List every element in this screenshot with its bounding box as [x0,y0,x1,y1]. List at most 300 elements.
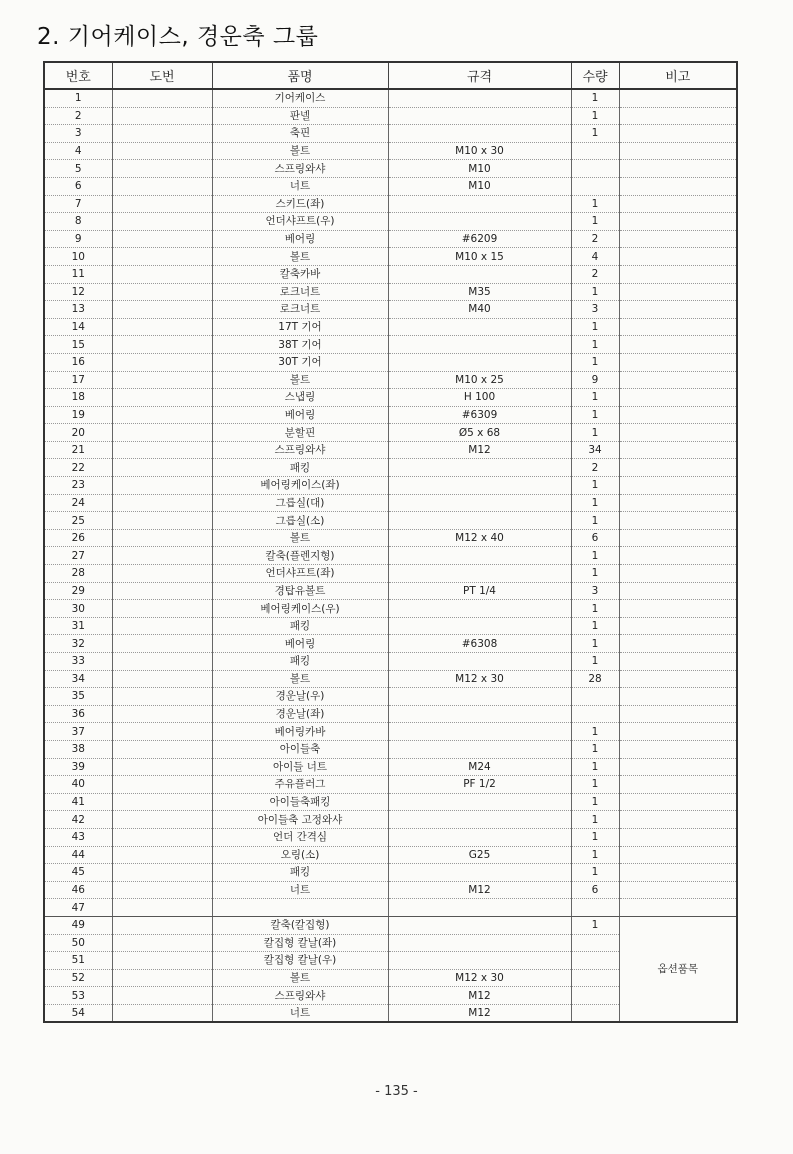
cell-part-name: 언더샤프트(좌) [212,565,388,583]
cell-remarks [619,353,737,371]
cell-number: 25 [44,512,112,530]
cell-quantity: 1 [571,916,619,934]
cell-quantity [571,934,619,952]
cell-part-name: 스키드(좌) [212,195,388,213]
cell-remarks [619,213,737,231]
table-row [44,758,737,776]
cell-quantity: 1 [571,740,619,758]
cell-number: 23 [44,477,112,495]
cell-remarks [619,406,737,424]
cell-spec: M12 x 30 [388,969,571,987]
cell-quantity [571,688,619,706]
cell-part-name: 볼트 [212,371,388,389]
cell-drawing-no [112,952,212,970]
cell-drawing-no [112,740,212,758]
cell-spec: #6309 [388,406,571,424]
cell-remarks [619,477,737,495]
cell-part-name: 아이들축 고정와샤 [212,811,388,829]
cell-number: 41 [44,793,112,811]
cell-remarks [619,142,737,160]
cell-part-name: 패킹 [212,653,388,671]
cell-remarks [619,793,737,811]
cell-part-name: 스프링와샤 [212,160,388,178]
cell-part-name: 30T 기어 [212,353,388,371]
cell-part-name: 칼집형 칼날(좌) [212,934,388,952]
table-row [44,424,737,442]
cell-quantity: 34 [571,441,619,459]
table-row [44,740,737,758]
cell-quantity: 1 [571,811,619,829]
cell-part-name: 38T 기어 [212,336,388,354]
cell-drawing-no [112,248,212,266]
table-row [44,125,737,143]
cell-number: 13 [44,301,112,319]
cell-quantity: 28 [571,670,619,688]
col-header-part-name: 품명 [212,62,388,89]
option-remark: 옵션품목 [619,916,737,1022]
cell-spec [388,934,571,952]
cell-quantity [571,177,619,195]
cell-drawing-no [112,723,212,741]
table-row [44,512,737,530]
cell-spec [388,336,571,354]
cell-number: 30 [44,600,112,618]
cell-number: 19 [44,406,112,424]
cell-part-name: 로크너트 [212,301,388,319]
cell-spec [388,213,571,231]
table-row [44,213,737,231]
cell-spec: M24 [388,758,571,776]
cell-spec: M40 [388,301,571,319]
cell-part-name: 오링(소) [212,846,388,864]
cell-drawing-no [112,881,212,899]
cell-number: 31 [44,617,112,635]
cell-drawing-no [112,828,212,846]
table-row [44,107,737,125]
cell-number: 46 [44,881,112,899]
cell-number: 24 [44,494,112,512]
cell-quantity: 1 [571,353,619,371]
cell-number: 17 [44,371,112,389]
cell-part-name: 볼트 [212,529,388,547]
cell-remarks [619,160,737,178]
table-row [44,582,737,600]
table-row [44,705,737,723]
cell-drawing-no [112,424,212,442]
table-row [44,494,737,512]
cell-spec: M12 [388,881,571,899]
table-row [44,547,737,565]
cell-spec [388,477,571,495]
cell-part-name: 경탑유볼트 [212,582,388,600]
cell-spec [388,723,571,741]
cell-number: 29 [44,582,112,600]
cell-remarks [619,125,737,143]
table-row [44,881,737,899]
cell-part-name: 베어링카바 [212,723,388,741]
cell-number: 20 [44,424,112,442]
parts-table-body [44,89,737,1022]
cell-remarks [619,318,737,336]
cell-quantity: 1 [571,389,619,407]
cell-part-name: 아이들 너트 [212,758,388,776]
cell-quantity: 1 [571,617,619,635]
cell-part-name: 너트 [212,881,388,899]
cell-quantity: 1 [571,125,619,143]
cell-drawing-no [112,142,212,160]
cell-quantity: 6 [571,529,619,547]
cell-number: 33 [44,653,112,671]
cell-spec [388,565,571,583]
cell-remarks [619,600,737,618]
table-row [44,828,737,846]
cell-drawing-no [112,441,212,459]
cell-part-name: 너트 [212,1004,388,1022]
table-row [44,389,737,407]
page-number: - 135 - [375,1084,418,1099]
table-row [44,89,737,107]
cell-number: 12 [44,283,112,301]
cell-part-name: 베어링 [212,230,388,248]
cell-number: 51 [44,952,112,970]
cell-drawing-no [112,864,212,882]
cell-number: 7 [44,195,112,213]
cell-quantity: 1 [571,89,619,107]
cell-drawing-no [112,547,212,565]
cell-number: 4 [44,142,112,160]
cell-quantity: 1 [571,336,619,354]
cell-part-name: 패킹 [212,864,388,882]
cell-remarks [619,265,737,283]
table-row [44,864,737,882]
cell-remarks [619,811,737,829]
cell-quantity: 1 [571,283,619,301]
cell-quantity: 2 [571,265,619,283]
cell-number: 6 [44,177,112,195]
cell-number: 53 [44,987,112,1005]
cell-spec: M10 x 30 [388,142,571,160]
table-row [44,617,737,635]
cell-number: 35 [44,688,112,706]
cell-quantity [571,1004,619,1022]
cell-drawing-no [112,600,212,618]
cell-quantity: 1 [571,107,619,125]
cell-quantity: 1 [571,424,619,442]
cell-drawing-no [112,934,212,952]
cell-remarks [619,230,737,248]
cell-quantity: 1 [571,547,619,565]
cell-number: 28 [44,565,112,583]
cell-drawing-no [112,89,212,107]
cell-number: 9 [44,230,112,248]
cell-number: 26 [44,529,112,547]
cell-part-name [212,899,388,917]
table-row [44,353,737,371]
cell-quantity: 1 [571,477,619,495]
cell-remarks [619,248,737,266]
cell-drawing-no [112,529,212,547]
cell-spec [388,793,571,811]
cell-drawing-no [112,125,212,143]
cell-drawing-no [112,265,212,283]
cell-part-name: 그릅실(대) [212,494,388,512]
cell-spec: G25 [388,846,571,864]
cell-part-name: 축핀 [212,125,388,143]
cell-number: 40 [44,776,112,794]
cell-drawing-no [112,582,212,600]
cell-part-name: 베어링케이스(좌) [212,477,388,495]
cell-remarks [619,195,737,213]
table-row [44,811,737,829]
cell-quantity: 1 [571,318,619,336]
cell-drawing-no [112,406,212,424]
cell-drawing-no [112,916,212,934]
cell-remarks [619,776,737,794]
cell-remarks [619,846,737,864]
cell-quantity: 3 [571,582,619,600]
table-row [44,600,737,618]
cell-part-name: 스냅링 [212,389,388,407]
cell-remarks [619,107,737,125]
cell-spec [388,494,571,512]
cell-remarks [619,547,737,565]
cell-part-name: 판넬 [212,107,388,125]
cell-quantity: 1 [571,406,619,424]
cell-spec: PF 1/2 [388,776,571,794]
cell-drawing-no [112,213,212,231]
cell-drawing-no [112,177,212,195]
cell-spec: M10 x 25 [388,371,571,389]
cell-drawing-no [112,793,212,811]
cell-part-name: 베어링 [212,635,388,653]
cell-remarks [619,441,737,459]
table-row [44,283,737,301]
cell-quantity: 1 [571,600,619,618]
table-row [44,776,737,794]
cell-spec: M12 [388,987,571,1005]
cell-quantity: 1 [571,864,619,882]
cell-part-name: 칼축(플렌지형) [212,547,388,565]
table-row [44,723,737,741]
cell-spec: M35 [388,283,571,301]
cell-remarks [619,758,737,776]
cell-drawing-no [112,565,212,583]
cell-spec [388,916,571,934]
cell-spec [388,547,571,565]
cell-number: 39 [44,758,112,776]
cell-quantity: 1 [571,213,619,231]
cell-remarks [619,617,737,635]
cell-remarks [619,705,737,723]
cell-remarks [619,371,737,389]
cell-number: 47 [44,899,112,917]
cell-remarks [619,494,737,512]
cell-spec: M10 [388,160,571,178]
cell-quantity [571,969,619,987]
cell-drawing-no [112,160,212,178]
cell-part-name: 베어링 [212,406,388,424]
cell-spec: M12 x 40 [388,529,571,547]
cell-number: 1 [44,89,112,107]
cell-remarks [619,301,737,319]
table-row [44,230,737,248]
cell-drawing-no [112,846,212,864]
col-header-drawing-no: 도번 [112,62,212,89]
table-row [44,177,737,195]
cell-spec: #6209 [388,230,571,248]
table-row-option [44,916,737,934]
table-row [44,441,737,459]
table-row [44,160,737,178]
cell-number: 2 [44,107,112,125]
cell-quantity [571,160,619,178]
cell-spec: #6308 [388,635,571,653]
cell-remarks [619,89,737,107]
cell-spec [388,195,571,213]
table-row [44,529,737,547]
table-row [44,301,737,319]
cell-part-name: 패킹 [212,617,388,635]
cell-spec [388,512,571,530]
cell-spec [388,653,571,671]
cell-spec: M12 [388,441,571,459]
table-row [44,195,737,213]
cell-part-name: 17T 기어 [212,318,388,336]
cell-remarks [619,828,737,846]
cell-drawing-no [112,107,212,125]
cell-quantity: 2 [571,459,619,477]
cell-remarks [619,881,737,899]
cell-number: 42 [44,811,112,829]
cell-spec [388,864,571,882]
cell-remarks [619,565,737,583]
cell-quantity [571,899,619,917]
cell-part-name: 기어케이스 [212,89,388,107]
cell-number: 50 [44,934,112,952]
table-row [44,565,737,583]
cell-remarks [619,389,737,407]
cell-number: 22 [44,459,112,477]
cell-drawing-no [112,653,212,671]
cell-spec [388,318,571,336]
cell-drawing-no [112,318,212,336]
table-row [44,846,737,864]
table-row [44,459,737,477]
cell-drawing-no [112,635,212,653]
cell-spec [388,811,571,829]
parts-table [43,61,738,1023]
cell-spec: M10 [388,177,571,195]
cell-drawing-no [112,670,212,688]
cell-number: 3 [44,125,112,143]
cell-number: 49 [44,916,112,934]
cell-drawing-no [112,617,212,635]
cell-number: 36 [44,705,112,723]
cell-remarks [619,635,737,653]
cell-remarks [619,424,737,442]
cell-spec: M10 x 15 [388,248,571,266]
cell-part-name: 패킹 [212,459,388,477]
cell-remarks [619,582,737,600]
cell-number: 52 [44,969,112,987]
cell-quantity: 1 [571,653,619,671]
cell-spec [388,952,571,970]
cell-quantity: 3 [571,301,619,319]
cell-quantity [571,142,619,160]
cell-drawing-no [112,459,212,477]
table-row [44,248,737,266]
table-row [44,653,737,671]
cell-part-name: 스프링와샤 [212,441,388,459]
cell-drawing-no [112,688,212,706]
cell-remarks [619,336,737,354]
cell-part-name: 아이들축 [212,740,388,758]
cell-quantity: 6 [571,881,619,899]
cell-number: 18 [44,389,112,407]
cell-remarks [619,688,737,706]
cell-spec [388,125,571,143]
cell-spec [388,459,571,477]
cell-number: 21 [44,441,112,459]
cell-number: 27 [44,547,112,565]
cell-part-name: 경운날(좌) [212,705,388,723]
cell-spec [388,353,571,371]
cell-quantity: 1 [571,793,619,811]
cell-drawing-no [112,195,212,213]
cell-part-name: 볼트 [212,670,388,688]
cell-number: 11 [44,265,112,283]
cell-part-name: 주유플러그 [212,776,388,794]
cell-drawing-no [112,811,212,829]
cell-number: 8 [44,213,112,231]
cell-part-name: 그릅실(소) [212,512,388,530]
cell-number: 37 [44,723,112,741]
cell-drawing-no [112,705,212,723]
cell-number: 45 [44,864,112,882]
cell-quantity: 1 [571,828,619,846]
page-title: 2. 기어케이스, 경운축 그룹 [37,24,319,50]
col-header-remarks: 비고 [619,62,737,89]
table-row [44,265,737,283]
cell-number: 5 [44,160,112,178]
cell-part-name: 로크너트 [212,283,388,301]
cell-spec [388,899,571,917]
cell-drawing-no [112,1004,212,1022]
cell-remarks [619,740,737,758]
cell-quantity: 1 [571,565,619,583]
cell-drawing-no [112,371,212,389]
cell-part-name: 베어링케이스(우) [212,600,388,618]
col-header-spec: 규격 [388,62,571,89]
cell-quantity: 1 [571,512,619,530]
cell-number: 15 [44,336,112,354]
cell-drawing-no [112,899,212,917]
cell-remarks [619,899,737,917]
cell-quantity: 1 [571,776,619,794]
table-row [44,371,737,389]
cell-remarks [619,723,737,741]
cell-drawing-no [112,389,212,407]
cell-part-name: 볼트 [212,969,388,987]
cell-part-name: 분할핀 [212,424,388,442]
cell-spec [388,740,571,758]
cell-drawing-no [112,494,212,512]
cell-spec: PT 1/4 [388,582,571,600]
table-row [44,635,737,653]
cell-quantity: 2 [571,230,619,248]
cell-number: 44 [44,846,112,864]
cell-drawing-no [112,230,212,248]
